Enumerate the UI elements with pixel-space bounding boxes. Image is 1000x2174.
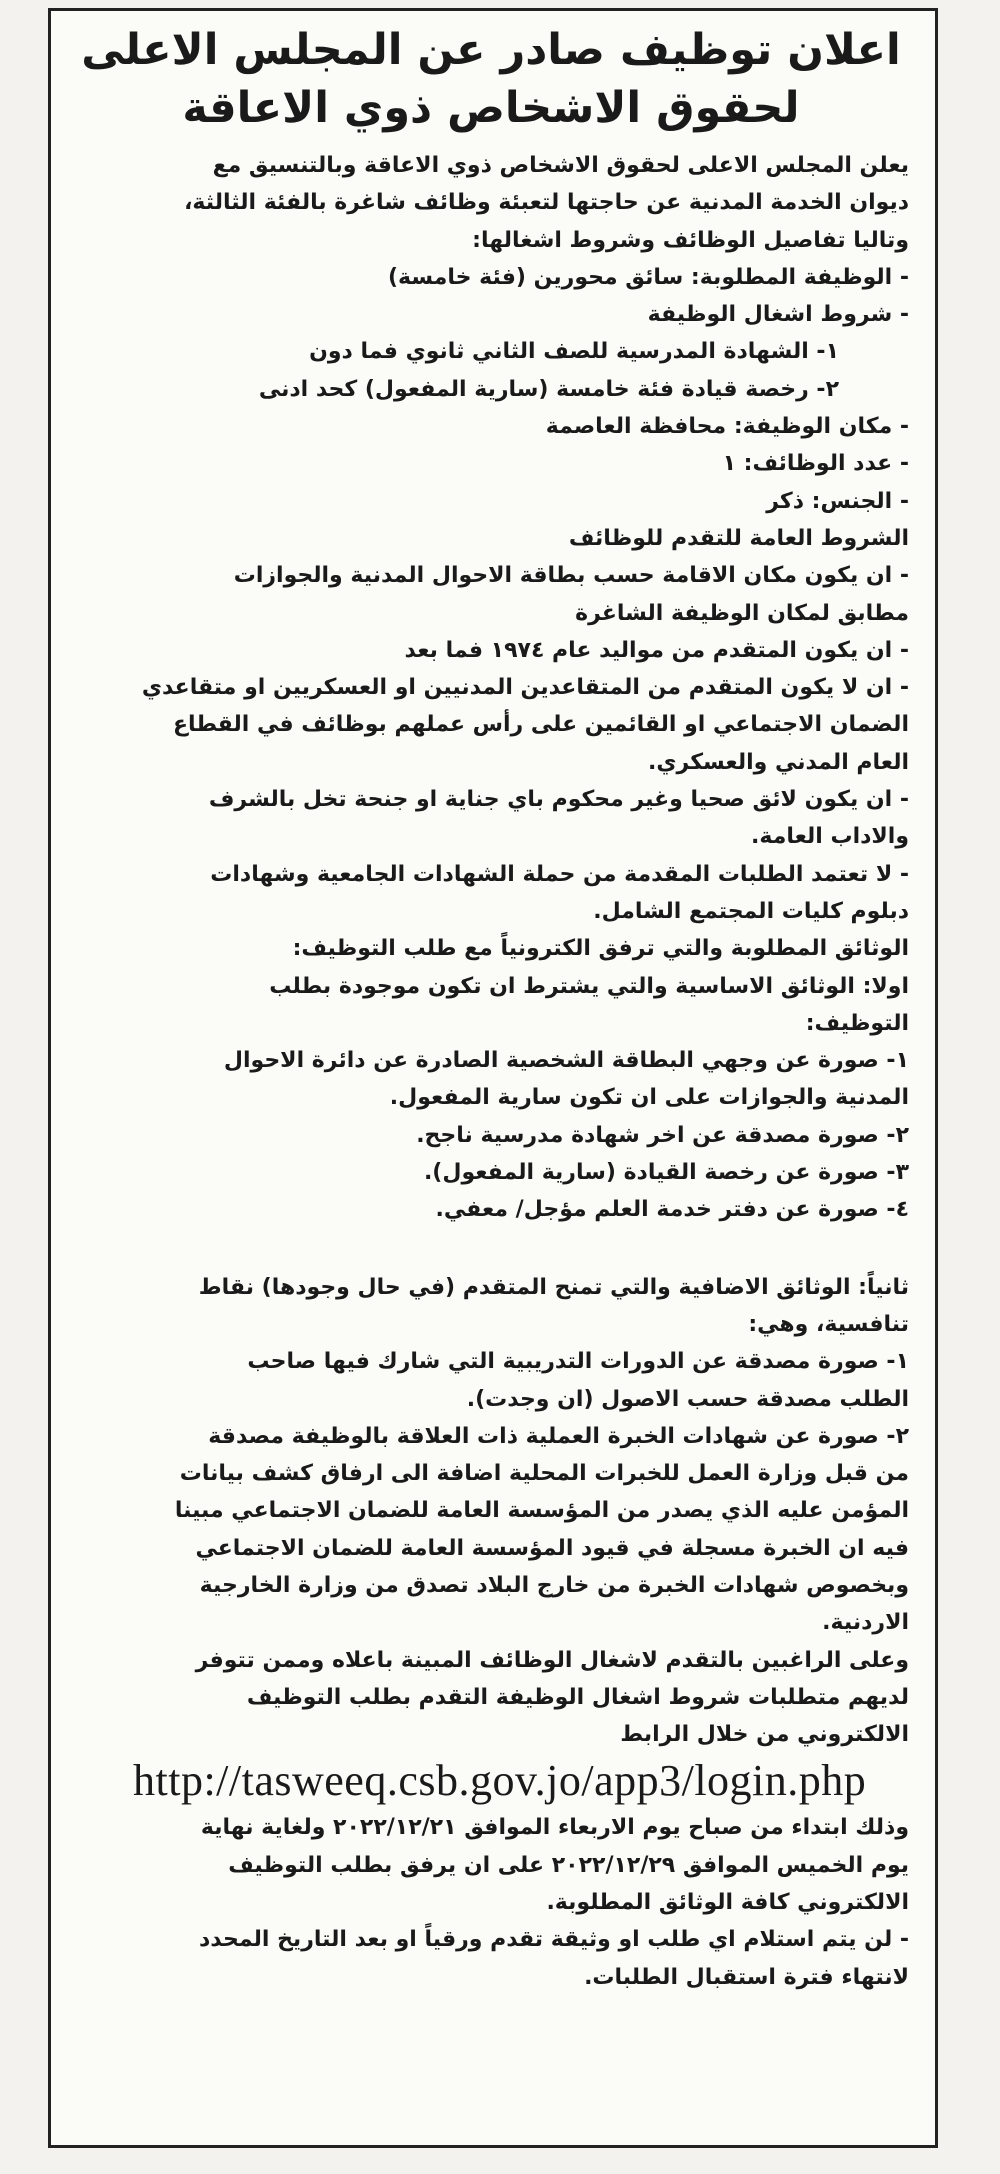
- text-line: - لن يتم استلام اي طلب او وثيقة تقدم ورقياً او بعد التاريخ المحدد: [199, 1927, 909, 1953]
- text-line: - شروط اشغال الوظيفة: [647, 302, 909, 328]
- text-line: - ان يكون مكان الاقامة حسب بطاقة الاحوال المدنية والجوازات: [233, 563, 909, 589]
- text-line: - مكان الوظيفة: محافظة العاصمة: [545, 414, 909, 440]
- ad-title-line: لحقوق الاشخاص ذوي الاعاقة: [182, 83, 800, 133]
- condition-item: ١- الشهادة المدرسية للصف الثاني ثانوي فما دون: [309, 339, 839, 365]
- text-line: وعلى الراغبين بالتقدم لاشغال الوظائف المبينة باعلاه وممن تتوفر: [195, 1647, 909, 1673]
- text-line: الشروط العامة للتقدم للوظائف: [568, 525, 909, 551]
- text-line: من قبل وزارة العمل للخبرات المحلية اضافة الى ارفاق كشف بيانات: [179, 1461, 909, 1487]
- text-line: الوثائق المطلوبة والتي ترفق الكترونياً مع طلب التوظيف:: [292, 936, 909, 962]
- ad-body: [73, 147, 909, 1996]
- text-line: المؤمن عليه الذي يصدر من المؤسسة العامة للضمان الاجتماعي مبينا: [174, 1498, 909, 1524]
- text-line: الطلب مصدقة حسب الاصول (ان وجدت).: [466, 1386, 909, 1412]
- text-line: - ان يكون لائق صحيا وغير محكوم باي جناية او جنحة تخل بالشرف: [208, 787, 909, 813]
- text-line: والاداب العامة.: [751, 824, 909, 850]
- text-line: دبلوم كليات المجتمع الشامل.: [593, 898, 909, 924]
- ad-title-line: اعلان توظيف صادر عن المجلس الاعلى: [81, 25, 901, 75]
- text-line: الاردنية.: [822, 1610, 909, 1636]
- text-line: - عدد الوظائف: ١: [722, 451, 909, 477]
- text-line: ٣- صورة عن رخصة القيادة (سارية المفعول).: [423, 1160, 909, 1186]
- text-line: الالكتروني كافة الوثائق المطلوبة.: [546, 1890, 909, 1916]
- text-line: - الوظيفة المطلوبة: سائق محورين (فئة خامسة): [388, 264, 909, 290]
- text-line: الالكتروني من خلال الرابط: [620, 1722, 909, 1748]
- text-line: تنافسية، وهي:: [748, 1311, 909, 1337]
- text-line: وتاليا تفاصيل الوظائف وشروط اشغالها:: [472, 227, 909, 253]
- text-line: لانتهاء فترة استقبال الطلبات.: [584, 1964, 909, 1990]
- paragraph-gap: [73, 1229, 909, 1269]
- text-line: المدنية والجوازات على ان تكون سارية المفعول.: [389, 1085, 909, 1111]
- ad-title: [73, 21, 909, 137]
- text-line: ٢- صورة مصدقة عن اخر شهادة مدرسية ناجح.: [416, 1122, 909, 1148]
- text-line: مطابق لمكان الوظيفة الشاغرة: [575, 600, 909, 626]
- text-line: ثانياً: الوثائق الاضافية والتي تمنح المتقدم (في حال وجودها) نقاط: [198, 1274, 909, 1300]
- text-line: فيه ان الخبرة مسجلة في قيود المؤسسة العامة للضمان الاجتماعي: [195, 1535, 909, 1561]
- text-line: ٤- صورة عن دفتر خدمة العلم مؤجل/ معفي.: [435, 1197, 909, 1223]
- text-line: - لا تعتمد الطلبات المقدمة من حملة الشهادات الجامعية وشهادات: [210, 861, 909, 887]
- text-line: ٢- صورة عن شهادات الخبرة العملية ذات العلاقة بالوظيفة مصدقة: [208, 1423, 909, 1449]
- text-line: ١- صورة عن وجهي البطاقة الشخصية الصادرة عن دائرة الاحوال: [223, 1048, 909, 1074]
- text-line: ١- صورة مصدقة عن الدورات التدريبية التي شارك فيها صاحب: [247, 1349, 909, 1375]
- text-line: وبخصوص شهادات الخبرة من خارج البلاد تصدق من وزارة الخارجية: [199, 1572, 909, 1598]
- text-line: العام المدني والعسكري.: [648, 749, 909, 775]
- text-line: يعلن المجلس الاعلى لحقوق الاشخاص ذوي الاعاقة وبالتنسيق مع: [212, 153, 909, 178]
- application-link[interactable]: http://tasweeq.csb.gov.jo/app3/login.php: [133, 1756, 867, 1806]
- job-advertisement: [48, 8, 938, 2148]
- condition-item: ٢- رخصة قيادة فئة خامسة (سارية المفعول) كحد ادنى: [258, 376, 839, 402]
- text-line: لديهم متطلبات شروط اشغال الوظيفة التقدم بطلب التوظيف: [246, 1684, 909, 1710]
- text-line: وذلك ابتداء من صباح يوم الاربعاء الموافق ٢٠٢٢/١٢/٢١ ولغاية نهاية: [200, 1815, 909, 1841]
- text-line: يوم الخميس الموافق ٢٠٢٢/١٢/٢٩ على ان يرفق بطلب التوظيف: [228, 1852, 909, 1878]
- text-line: اولا: الوثائق الاساسية والتي يشترط ان تكون موجودة بطلب: [269, 973, 909, 999]
- text-line: - الجنس: ذكر: [766, 488, 909, 514]
- text-line: التوظيف:: [805, 1010, 909, 1036]
- text-line: - ان لا يكون المتقدم من المتقاعدين المدنيين او العسكريين او متقاعدي: [141, 675, 909, 701]
- text-line: ديوان الخدمة المدنية عن حاجتها لتعبئة وظائف شاغرة بالفئة الثالثة،: [184, 190, 909, 216]
- text-line: - ان يكون المتقدم من مواليد عام ١٩٧٤ فما بعد: [404, 637, 909, 663]
- text-line: الضمان الاجتماعي او القائمين على رأس عملهم بوظائف في القطاع: [172, 712, 909, 738]
